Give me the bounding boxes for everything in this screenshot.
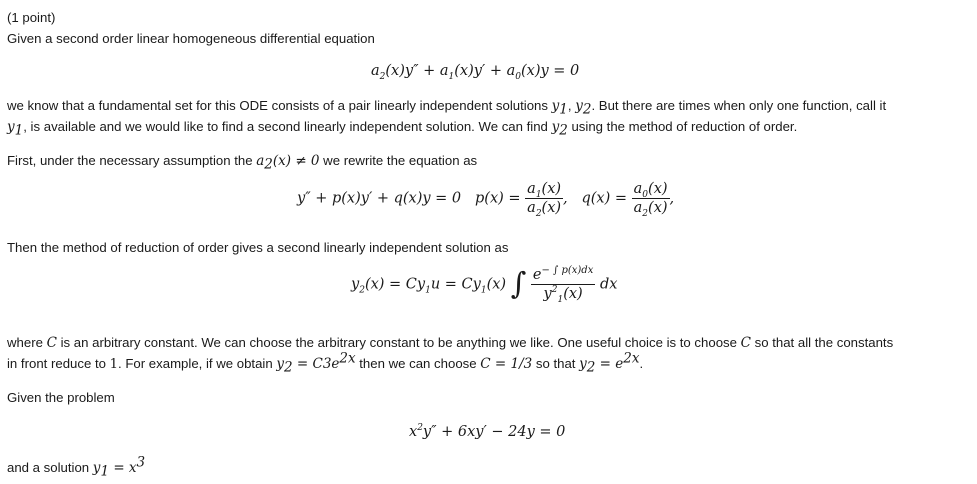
paragraph-given-problem: Given the problem	[7, 390, 115, 405]
integral-sign: ∫	[510, 266, 527, 302]
equation-reduction-of-order: $y_2(x) = Cy_1u = Cy_1(x)$ ∫ $\frac{e^{- \int p(x)dx}}{y^2_1(x)}$ dx	[351, 265, 618, 305]
fraction-p: $\frac{a_1(x)}{a_2(x)}$	[527, 181, 562, 219]
paragraph-fundamental-set-line1: we know that a fundamental set for this ODE consists of a pair linearly independent solutions $y_1$, $y_2$. But there are times when only one function, call it	[7, 98, 887, 118]
paragraph-arbitrary-constant-line1: where C is an arbitrary constant. We can choose the arbitrary constant to be anything we like. One useful choice is to choose C so that all the constants	[7, 335, 894, 351]
paragraph-given-solution: and a solution $y_1 = x^3$	[7, 454, 146, 480]
fraction-q: $\frac{a_0(x)}{a_2(x)}$	[633, 181, 668, 219]
paragraph-assumption: First, under the necessary assumption the $a_2(x) \ne 0$ we rewrite the equation as	[7, 153, 478, 173]
points-label: (1 point)	[7, 10, 56, 25]
equation-standard-form: y″ + p(x)y′ + q(x)y = 0 p(x) = $\frac{a_1(x)}{a_2(x)}$ , q(x) = $\frac{a_0(x)}{a_2(x)}$ ,	[297, 181, 675, 219]
paragraph-fundamental-set-line2: $y_1$, is available and we would like to find a second linearly independent solution. We can find $y_2$ using the method of reduction of order.	[7, 119, 798, 139]
paragraph-reduction-intro: Then the method of reduction of order gives a second linearly independent solution as	[7, 240, 509, 255]
equation-general-ode: $a_2(x)y'' + a_1(x)y' + a_0(x)y = 0$	[371, 63, 580, 82]
paragraph-arbitrary-constant-line2: in front reduce to 1. For example, if we obtain $y_2 = C3e^{2x}$ then we can choose C = 1/3 so that $y_2 = e^{2x}$.	[7, 350, 644, 376]
fraction-integrand: $\frac{e^{- \int p(x)dx}}{y^2_1(x)}$	[532, 265, 594, 305]
intro-text: Given a second order linear homogeneous differential equation	[7, 31, 375, 46]
equation-problem: $x^2y'' + 6xy' - 24y = 0$	[409, 423, 566, 440]
